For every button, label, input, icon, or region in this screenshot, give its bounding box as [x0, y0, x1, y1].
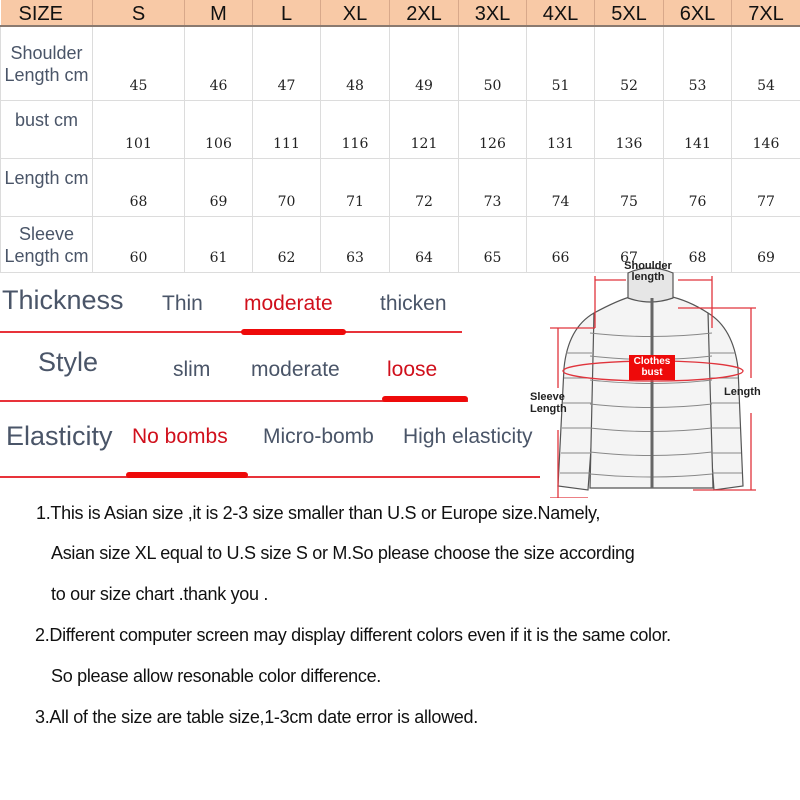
table-cell: 136: [595, 101, 664, 159]
table-cell: 73: [459, 159, 527, 217]
table-cell: 101: [93, 101, 185, 159]
row-label-line: Sleeve: [18, 223, 75, 244]
style-selected-indicator: [382, 396, 468, 402]
label-line: Length: [530, 403, 567, 415]
elasticity-divider: [0, 476, 540, 478]
table-cell: 70: [253, 159, 321, 217]
label-line: length: [631, 271, 665, 283]
table-cell: 71: [321, 159, 390, 217]
table-cell: 106: [185, 101, 253, 159]
table-cell: 69: [732, 217, 800, 273]
note-2-line-1: 2.Different computer screen may display different colors even if it is the same color.: [35, 625, 671, 645]
table-cell: 131: [527, 101, 595, 159]
size-header-label: SIZE: [1, 0, 93, 26]
sleeve-length-label: [530, 391, 567, 415]
table-cell: 53: [664, 26, 732, 101]
size-col-7xl: 7XL: [732, 0, 800, 26]
table-cell: 65: [459, 217, 527, 273]
style-title: Style: [38, 347, 99, 377]
row-label-line: Length cm: [4, 245, 89, 266]
table-cell: 75: [595, 159, 664, 217]
style-option-slim: slim: [173, 358, 211, 381]
table-cell: 50: [459, 26, 527, 101]
size-col-5xl: 5XL: [595, 0, 664, 26]
length-label: Length: [724, 386, 761, 398]
table-cell: 51: [527, 26, 595, 101]
size-col-xl: XL: [321, 0, 390, 26]
table-cell: 146: [732, 101, 800, 159]
table-row-bust: [1, 101, 800, 159]
jacket-measurement-diagram: [528, 258, 800, 498]
style-option-moderate: moderate: [251, 358, 340, 381]
table-cell: 66: [527, 217, 595, 273]
table-cell: 62: [253, 217, 321, 273]
row-label-line: Length cm: [4, 168, 89, 188]
table-cell: 68: [664, 217, 732, 273]
table-cell: 69: [185, 159, 253, 217]
table-cell: 111: [253, 101, 321, 159]
table-cell: 54: [732, 26, 800, 101]
table-cell: 77: [732, 159, 800, 217]
table-cell: 116: [321, 101, 390, 159]
table-cell: 72: [390, 159, 459, 217]
table-cell: 61: [185, 217, 253, 273]
thickness-divider: [0, 331, 462, 333]
row-label-line: Shoulder: [10, 42, 83, 63]
label-line: Shoulder: [624, 260, 672, 272]
table-cell: 46: [185, 26, 253, 101]
jacket-illustration-icon: [528, 258, 800, 498]
label-line: Clothes: [633, 356, 671, 367]
table-row-shoulder: [1, 26, 800, 101]
size-header-row: [1, 0, 800, 26]
table-cell: 76: [664, 159, 732, 217]
label-line: bust: [641, 367, 663, 378]
elasticity-title: Elasticity: [6, 421, 113, 451]
thickness-selected-indicator: [241, 329, 346, 335]
thickness-option-thin: Thin: [162, 292, 203, 315]
elasticity-option-no-bombs: No bombs: [132, 425, 228, 448]
size-chart-table: [0, 0, 800, 273]
elasticity-option-high-elasticity: High elasticity: [403, 425, 533, 448]
elasticity-selected-indicator: [126, 472, 248, 478]
row-label-shoulder: [1, 26, 93, 101]
table-cell: 64: [390, 217, 459, 273]
size-col-4xl: 4XL: [527, 0, 595, 26]
thickness-option-moderate: moderate: [244, 292, 333, 315]
size-col-3xl: 3XL: [459, 0, 527, 26]
table-cell: 48: [321, 26, 390, 101]
row-label-sleeve: [1, 217, 93, 273]
table-cell: 121: [390, 101, 459, 159]
table-cell: 68: [93, 159, 185, 217]
table-cell: 63: [321, 217, 390, 273]
table-cell: 49: [390, 26, 459, 101]
row-label-line: bust cm: [14, 110, 79, 130]
row-label-bust: [1, 101, 93, 159]
label-line: Sleeve: [530, 391, 565, 403]
table-cell: 45: [93, 26, 185, 101]
clothes-bust-label: [629, 356, 675, 378]
note-3-line-1: 3.All of the size are table size,1-3cm date error is allowed.: [35, 707, 478, 727]
thickness-title: Thickness: [2, 285, 124, 315]
table-cell: 67: [595, 217, 664, 273]
note-1-line-2: Asian size XL equal to U.S size S or M.So please choose the size according: [51, 543, 635, 563]
note-2-line-2: So please allow resonable color difference.: [51, 666, 381, 686]
size-col-l: L: [253, 0, 321, 26]
table-cell: 74: [527, 159, 595, 217]
note-1-line-1: 1.This is Asian size ,it is 2-3 size smaller than U.S or Europe size.Namely,: [36, 503, 601, 523]
style-option-loose: loose: [387, 358, 438, 381]
note-1-line-3: to our size chart .thank you .: [51, 584, 269, 604]
table-cell: 60: [93, 217, 185, 273]
table-cell: 52: [595, 26, 664, 101]
size-col-s: S: [93, 0, 185, 26]
shoulder-length-label: [620, 261, 676, 283]
table-cell: 47: [253, 26, 321, 101]
size-col-6xl: 6XL: [664, 0, 732, 26]
table-cell: 126: [459, 101, 527, 159]
size-col-m: M: [185, 0, 253, 26]
table-cell: 141: [664, 101, 732, 159]
size-col-2xl: 2XL: [390, 0, 459, 26]
thickness-option-thicken: thicken: [380, 292, 447, 315]
elasticity-option-micro-bomb: Micro-bomb: [263, 425, 374, 448]
row-label-length: [1, 159, 93, 217]
row-label-line: Length cm: [4, 64, 89, 85]
table-row-length: [1, 159, 800, 217]
